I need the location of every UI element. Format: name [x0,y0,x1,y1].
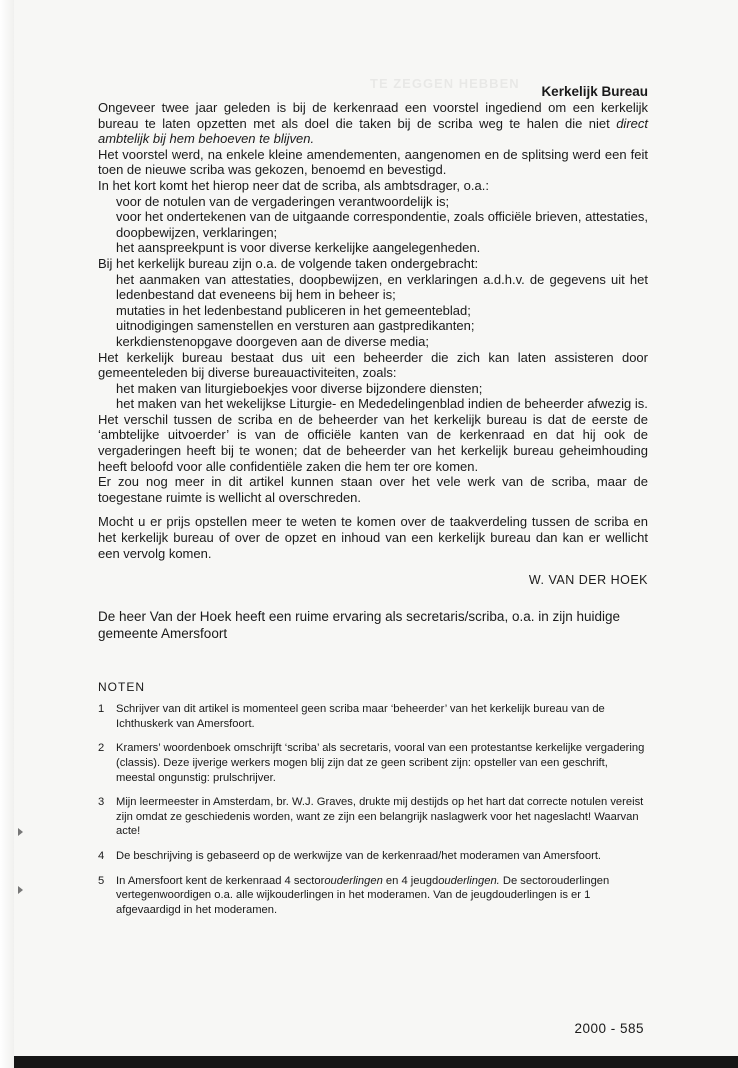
note-text-part: en 4 jeugd [382,874,439,887]
paragraph: Het voorstel werd, na enkele kleine amendementen, aangenomen en de splitsing werd een feit toen de nieuwe scriba was gekozen, benoemd en bevestigd. [98,146,648,178]
note-text-part: In Amersfoort kent de kerkenraad 4 sector [116,874,325,887]
notes-list [98,702,648,917]
bureau-task-list [98,272,648,350]
paragraph-text: Ongeveer twee jaar geleden is bij de kerkenraad een voorstel ingediend om een kerkelijk bureau te laten opzetten met als doel die taken bij de scriba weg te halen die niet [98,100,648,131]
note-number: 1 [98,703,105,716]
paragraph: Bij het kerkelijk bureau zijn o.a. de volgende taken ondergebracht: [98,255,479,271]
list-item: het aanspreekpunt is voor diverse kerkelijke aangelegenheden. [116,240,481,256]
list-item: het maken van het wekelijkse Liturgie- en Mededelingenblad indien de beheerder afwezig is. [116,396,648,412]
notes-heading: NOTEN [98,680,145,695]
paragraph-italic-text: direct ambtelijk bij hem behoeven te blijven. [98,115,648,147]
note-text: De beschrijving is gebaseerd op de werkwijze van de kerkenraad/het moderamen van Amersfoort. [116,849,602,862]
note-text-italic: ouderlingen [324,874,383,887]
list-item: mutaties in het ledenbestand publiceren in het gemeenteblad; [116,302,471,318]
note-text: Schrijver van dit artikel is momenteel geen scriba maar ‘beheerder’ van het kerkelijk bureau van de Ichthuskerk van Amersfoort. [116,703,605,730]
list-item: uitnodigingen samenstellen en versturen aan gastpredikanten; [116,318,475,334]
list-item: voor de notulen van de vergaderingen verantwoordelijk is; [116,193,450,209]
paragraph: Het kerkelijk bureau bestaat dus uit een beheerder die zich kan laten assisteren door gemeenteleden bij diverse bureauactiviteiten, zoals: [98,349,648,381]
note-text-part: De sectorouderlingen vertegenwoordigen o.a. alle wijkouderlingen in het moderamen. Van de jeugdouderlingen is er 1 afgevaardigd in het moderamen. [116,874,610,916]
margin-arrow-mark [18,886,23,894]
paragraph: Het verschil tussen de scriba en de beheerder van het kerkelijk bureau is dat de eerste de ‘ambtelijke uitvoerder’ is van de officiële kanten van de kerkenraad en dat hij ook de vergaderingen heeft bij te wonen; dat de beheerder van het kerkelijk bureau geheimhouding heeft beloofd voor alle confidentiële zaken die hem ter ore komen. [98,411,648,474]
note-item [98,795,648,839]
section-title: Kerkelijk Bureau [541,84,648,99]
list-item: voor het ondertekenen van de uitgaande correspondentie, zoals officiële brieven, attestaties, doopbewijzen, verklaringen; [116,209,648,240]
article-body [98,100,648,561]
scan-left-edge [0,0,14,1068]
author-bio: De heer Van der Hoek heeft een ruime ervaring als secretaris/scriba, o.a. in zijn huidige gemeente Amersfoort [98,609,621,641]
bleed-through-heading: TE ZEGGEN HEBBEN [370,76,520,91]
note-item [98,741,648,785]
note-number: 3 [98,796,105,809]
author-signature: W. VAN DER HOEK [528,573,648,588]
note-number: 5 [98,874,105,887]
list-item: het aanmaken van attestaties, doopbewijzen, en verklaringen a.d.h.v. de gegevens uit het ledenbestand dat eveneens bij hem in beheer is; [116,271,648,303]
note-item [98,702,648,731]
paragraph: Er zou nog meer in dit artikel kunnen staan over het vele werk van de scriba, maar de toegestane ruimte is wellicht al overschreden. [98,474,648,505]
scriba-task-list [98,194,648,256]
paragraph [98,100,648,147]
page-number: 2000 - 585 [574,1021,644,1036]
paragraph: In het kort komt het hierop neer dat de scriba, als ambtsdrager, o.a.: [98,177,489,193]
note-item [98,874,648,918]
note-text: Mijn leermeester in Amsterdam, br. W.J. Graves, drukte mij destijds op het hart dat correcte notulen vereist zijn omdat ze geschiedenis worden, want ze zijn een belangrijk naslagwerk voor het nageslacht! Waarvan acte! [116,796,644,838]
article [98,84,648,927]
note-number: 4 [98,849,105,862]
list-item: kerkdienstenopgave doorgeven aan de diverse media; [116,333,429,349]
margin-arrow-mark [18,828,23,836]
note-text: Kramers’ woordenboek omschrijft ‘scriba’ als secretaris, vooral van een protestantse kerkelijke vergadering (classis). Deze ijverige werkers mogen blij zijn dat ze geen scribent zijn: opsteller van een geschrift, meestal ongunstig: prulschrijver. [116,742,645,784]
note-text-italic: ouderlingen. [438,874,500,887]
note-text [116,874,648,918]
scan-bottom-edge [14,1056,738,1068]
assist-task-list [98,381,648,412]
note-number: 2 [98,742,105,755]
paragraph: Mocht u er prijs opstellen meer te weten te komen over de taakverdeling tussen de scriba en het kerkelijk bureau of over de opzet en inhoud van een kerkelijk bureau dan kan er wellicht een vervolg komen. [98,514,648,561]
note-item [98,849,648,864]
list-item: het maken van liturgieboekjes voor diverse bijzondere diensten; [116,380,483,396]
